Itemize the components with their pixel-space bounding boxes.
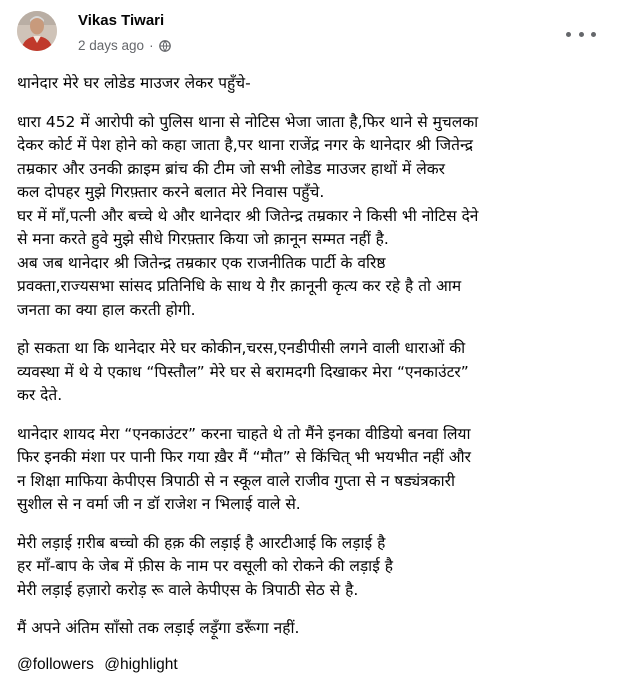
paragraph-3	[17, 423, 617, 517]
text-line: थानेदार शायद मेरा “एनकाउंटर” करना चाहते थे तो मैंने इनका वीडियो बनवा लिया	[17, 424, 471, 443]
text-line: धारा 452 में आरोपी को पुलिस थाना से नोटिस भेजा जाता है,फिर थाने से मुचलका	[17, 112, 479, 131]
globe-icon[interactable]	[159, 40, 171, 52]
text-line: व्यवस्था में थे ये एकाध “पिस्तौल” मेरे घर से बरामदगी दिखाकर मेरा “एनकाउंटर”	[17, 362, 469, 381]
meta-separator: ·	[149, 38, 154, 53]
text-line: से मना करते हुवे मुझे सीधे गिरफ़्तार किया जो क़ानून सम्मत नहीं है.	[17, 230, 389, 248]
text-line: मेरी लड़ाई हज़ारो करोड़ रू वाले केपीएस के त्रिपाठी सेठ से है.	[17, 580, 359, 599]
text-line: फिर इनकी मंशा पर पानी फिर गया ख़ैर मैं “मौत” से किंचित् भी भयभीत नहीं और	[17, 448, 471, 466]
post-header	[0, 0, 628, 62]
text-line: तम्रकार और उनकी क्राइम ब्रांच की टीम जो सभी लोडेड माउजर हाथों में लेकर	[17, 159, 445, 178]
text-line: हर माँ-बाप के जेब में फ़ीस के नाम पर वसूली को रोकने की लड़ाई है	[17, 557, 393, 575]
text-line: देकर कोर्ट में पेश होने को कहा जाता है,पर थाना राजेंद्र नगर के थानेदार श्री जितेन्द्र	[17, 136, 473, 154]
text-line: घर में माँ,पत्नी और बच्चे थे और थानेदार श्री जितेन्द्र तम्रकार ने किसी भी नोटिस देने	[17, 206, 479, 225]
tag-followers[interactable]: @followers	[17, 656, 94, 673]
text-line: न शिक्षा माफिया केपीएस त्रिपाठी से न स्कूल वाले राजीव गुप्ता से न षड्यंत्रकारी	[17, 471, 455, 490]
text-line: कल दोपहर मुझे गिरफ़्तार करने बलात मेरे निवास पहुँचे.	[17, 183, 325, 201]
post-title: थानेदार मेरे घर लोडेड माउजर लेकर पहुँचे-	[17, 74, 251, 92]
text-line: सुशील से न वर्मा जी न डॉ राजेश न भिलाई वाले से.	[17, 495, 301, 513]
post-tags	[17, 656, 184, 674]
text-line: मैं अपने अंतिम साँसो तक लड़ाई लड़ूँगा डरूँगा नहीं.	[17, 619, 300, 637]
text-line: अब जब थानेदार श्री जितेन्द्र तम्रकार एक राजनीतिक पार्टी के वरिष्ठ	[17, 253, 386, 272]
post-time[interactable]: 2 days ago	[78, 38, 145, 53]
paragraph-1	[17, 111, 617, 323]
paragraph-4	[17, 532, 617, 603]
paragraph-2	[17, 337, 617, 408]
avatar-photo	[17, 11, 57, 51]
tag-highlight[interactable]: @highlight	[104, 656, 178, 673]
avatar[interactable]	[17, 11, 57, 51]
post-meta	[78, 38, 171, 53]
text-line: कर देते.	[17, 386, 63, 404]
post-body	[17, 72, 617, 641]
author-name[interactable]: Vikas Tiwari	[78, 12, 165, 29]
text-line: मेरी लड़ाई ग़रीब बच्चो की हक़ की लड़ाई है आरटीआई कि लड़ाई है	[17, 533, 386, 552]
text-line: जनता का क्या हाल करती होगी.	[17, 300, 196, 319]
more-options-icon[interactable]	[566, 24, 596, 44]
text-line: हो सकता था कि थानेदार मेरे घर कोकीन,चरस,एनडीपीसी लगने वाली धाराओं की	[17, 339, 466, 357]
paragraph-5	[17, 617, 617, 641]
text-line: प्रवक्ता,राज्यसभा सांसद प्रतिनिधि के साथ ये ग़ैर क़ानूनी कृत्य कर रहे है तो आम	[17, 277, 462, 295]
